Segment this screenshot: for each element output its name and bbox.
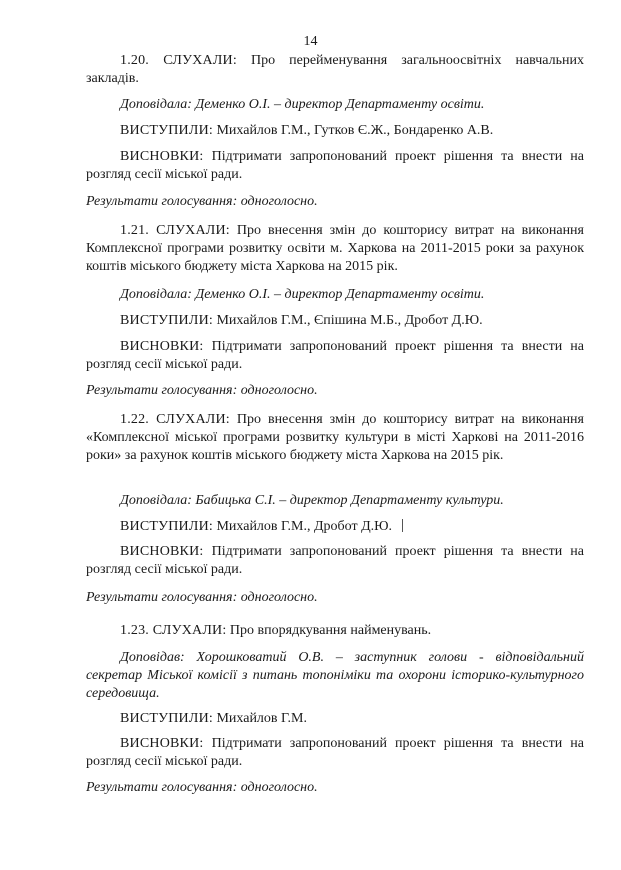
section-1-21-speaker: Доповідала: Деменко О.І. – директор Департаменту освіти. (120, 287, 485, 302)
conclusion-text: Підтримати запропонований проект рішення та внести на розгляд сесії міської ради. (86, 736, 585, 769)
section-1-23-spoke (86, 710, 584, 728)
spoke-label: ВИСТУПИЛИ: (120, 519, 213, 534)
vote-label: Результати голосування: (86, 590, 238, 605)
section-1-23-heard (86, 622, 584, 640)
section-1-20-conclusion (86, 148, 584, 184)
vote-value: одноголосно. (240, 194, 318, 209)
vote-label: Результати голосування: (86, 780, 238, 795)
heard-text: Про внесення змін до кошторису витрат на виконання Комплексної програми розвитку освіти м. Харкова на 2011-2015 роки за рахунок коштів міського бюджету міста Харкова на 2015 рік. (86, 223, 584, 274)
section-1-21-spoke (86, 312, 584, 330)
heard-label: 1.20. СЛУХАЛИ: (120, 53, 237, 68)
heard-text: Про перейменування загальноосвітніх навчальних закладів. (86, 53, 584, 86)
section-1-20-vote (86, 193, 584, 211)
spoke-text: Михайлов Г.М., Єпішина М.Б., Дробот Д.Ю. (216, 313, 483, 328)
section-1-21-vote (86, 382, 584, 400)
section-1-21-conclusion (86, 338, 584, 374)
section-1-22-spoke (86, 518, 584, 536)
spoke-label: ВИСТУПИЛИ: (120, 711, 213, 726)
section-1-22-conclusion (86, 543, 584, 579)
vote-value: одноголосно. (240, 780, 318, 795)
heard-text: Про впорядкування найменувань. (229, 623, 432, 638)
conclusion-label: ВИСНОВКИ: (120, 544, 204, 559)
spoke-text: Михайлов Г.М., Гутков Є.Ж., Бондаренко А.В. (216, 123, 494, 138)
section-1-22-heard (86, 411, 584, 465)
conclusion-text: Підтримати запропонований проект рішення та внести на розгляд сесії міської ради. (86, 339, 585, 372)
section-1-23-conclusion (86, 735, 584, 771)
section-1-20-spoke (86, 122, 584, 140)
vote-value: одноголосно. (240, 383, 318, 398)
section-1-22-vote (86, 589, 584, 607)
page-number: 14 (303, 34, 318, 49)
spoke-text: Михайлов Г.М., Дробот Д.Ю. (216, 519, 393, 534)
spoke-text: Михайлов Г.М. (216, 711, 307, 726)
conclusion-text: Підтримати запропонований проект рішення та внести на розгляд сесії міської ради. (86, 149, 585, 182)
heard-label: 1.21. СЛУХАЛИ: (120, 223, 230, 238)
section-1-20-heard (86, 52, 584, 88)
conclusion-text: Підтримати запропонований проект рішення та внести на розгляд сесії міської ради. (86, 544, 585, 577)
section-1-21-heard (86, 222, 584, 276)
section-1-23-speaker: Доповідав: Хорошковатий О.В. – заступник голови - відповідальний секретар Міської комісії з питань топоніміки та охорони історико-культурного середовища. (86, 650, 584, 701)
heard-label: 1.22. СЛУХАЛИ: (120, 412, 230, 427)
vote-label: Результати голосування: (86, 194, 238, 209)
spoke-label: ВИСТУПИЛИ: (120, 313, 213, 328)
conclusion-label: ВИСНОВКИ: (120, 339, 204, 354)
text-cursor-mark (402, 519, 403, 532)
section-1-20-speaker: Доповідала: Деменко О.І. – директор Департаменту освіти. (120, 97, 485, 112)
vote-label: Результати голосування: (86, 383, 238, 398)
spoke-label: ВИСТУПИЛИ: (120, 123, 213, 138)
vote-value: одноголосно. (240, 590, 318, 605)
conclusion-label: ВИСНОВКИ: (120, 736, 204, 751)
conclusion-label: ВИСНОВКИ: (120, 149, 204, 164)
section-1-23-vote (86, 779, 584, 797)
section-1-22-speaker: Доповідала: Бабицька С.І. – директор Департаменту культури. (120, 493, 504, 508)
heard-text: Про внесення змін до кошторису витрат на виконання «Комплексної міської програми розвитку культури в місті Харкові на 2011-2016 роки» за рахунок коштів міського бюджету міста Харкова на 2015 рік. (86, 412, 584, 463)
heard-label: 1.23. СЛУХАЛИ: (120, 623, 227, 638)
